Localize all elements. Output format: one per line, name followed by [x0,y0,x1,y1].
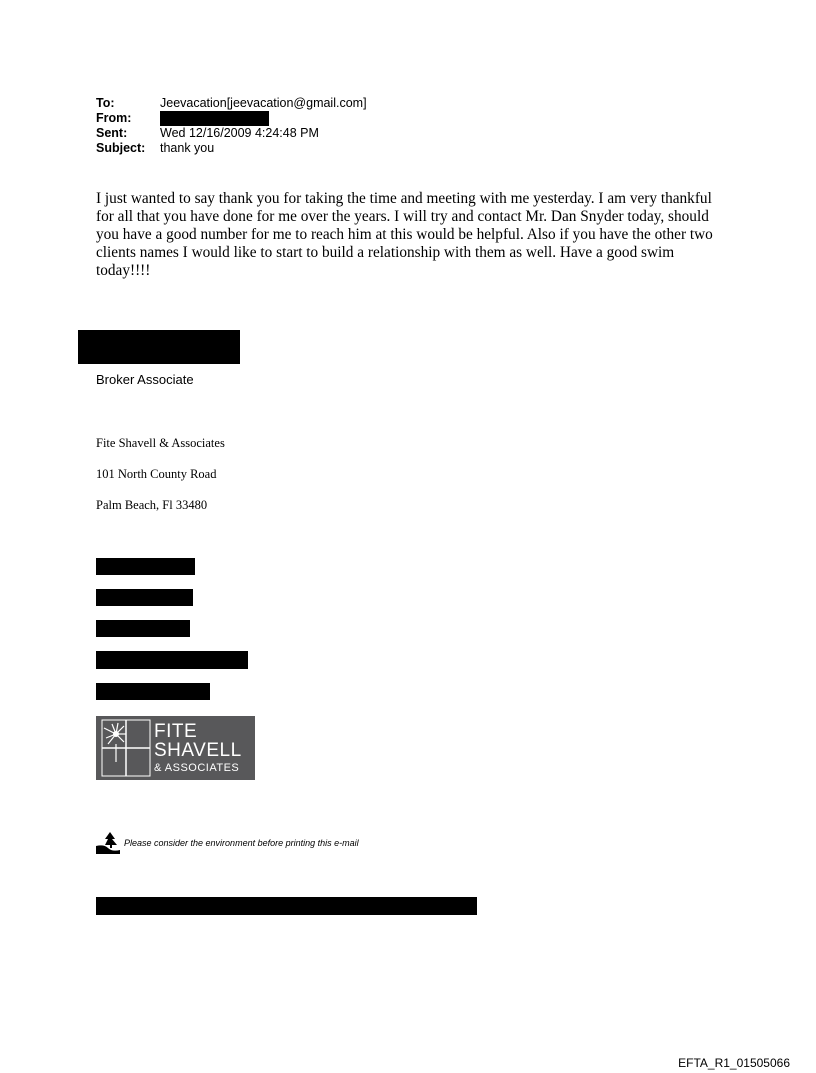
sent-value: Wed 12/16/2009 4:24:48 PM [160,126,319,140]
footer-redaction [96,897,477,915]
signature-name-redaction [78,330,240,364]
logo-line2: SHAVELL [154,740,242,761]
from-redaction [160,111,269,126]
signature-title: Broker Associate [96,372,194,387]
signature-company: Fite Shavell & Associates [96,436,225,450]
subject-label: Subject: [96,141,146,155]
environment-note-text: Please consider the environment before printing this e-mail [124,838,359,848]
to-value: Jeevacation[jeevacation@gmail.com] [160,96,367,110]
contact-redaction [96,620,190,637]
signature-address-line1: 101 North County Road [96,467,217,481]
signature-address-line2: Palm Beach, Fl 33480 [96,498,208,512]
palm-tree-icon [96,716,154,780]
tree-icon [96,832,120,854]
logo-line3: & ASSOCIATES [154,762,240,774]
email-header [96,96,367,156]
to-label: To: [96,96,115,110]
email-body [96,190,721,280]
contact-redaction [96,651,248,669]
subject-value: thank you [160,141,215,155]
contact-redaction [96,589,193,606]
to-row [96,96,367,111]
sent-label: Sent: [96,126,128,140]
fite-shavell-logo [96,716,255,780]
sent-row [96,126,367,141]
contact-redaction [96,558,195,575]
logo-line1: FITE [154,721,198,742]
body-paragraph: I just wanted to say thank you for taking the time and meeting with me yesterday. I am very thankful for all that you have done for me over the years. I will try and contact Mr. Dan Snyder today, should you have a good number for me to reach him at this would be helpful. Also if you have the other two clients names I would like to start to build a relationship with them as well. Have a good swim today!!!! [96,190,713,279]
from-row [96,111,367,126]
document-id: EFTA_R1_01505066 [678,1056,790,1070]
from-label: From: [96,111,132,125]
environment-note [96,832,359,854]
contact-redaction [96,683,210,700]
subject-row [96,141,367,156]
